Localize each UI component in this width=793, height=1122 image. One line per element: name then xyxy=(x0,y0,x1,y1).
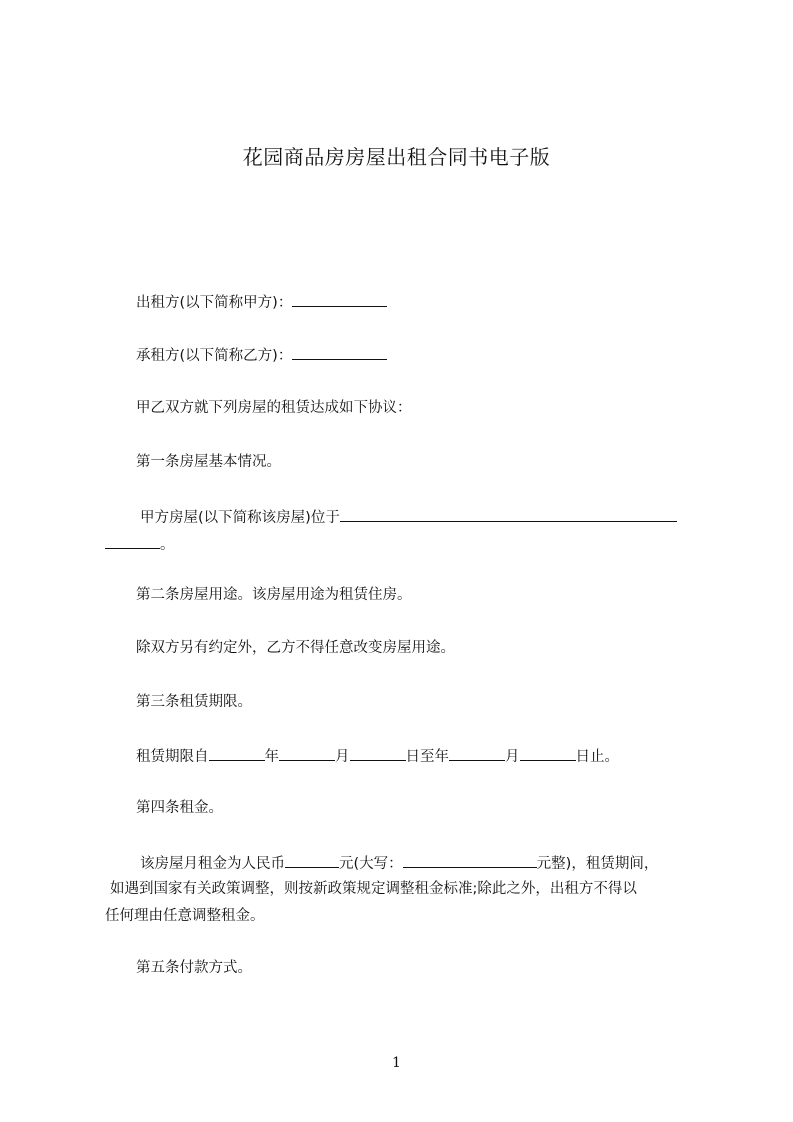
article1-location-line xyxy=(140,506,677,528)
document-title: 花园商品房房屋出租合同书电子版 xyxy=(242,145,551,169)
house-location-blank[interactable] xyxy=(340,506,677,522)
article1-location-line2 xyxy=(105,533,175,555)
rent-amount-blank[interactable] xyxy=(285,852,339,868)
lessee-label: 承租方(以下简称乙方)： xyxy=(136,348,293,364)
term-end-label: 日止。 xyxy=(575,749,619,765)
page-number: 1 xyxy=(392,1055,401,1071)
term-month-label: 月 xyxy=(335,749,350,765)
lessor-label: 出租方(以下简称甲方)： xyxy=(136,295,293,311)
lessor-line xyxy=(136,291,387,313)
article3-heading: 第三条租赁期限。 xyxy=(136,694,252,710)
lessee-blank[interactable] xyxy=(292,344,387,360)
agreement-intro: 甲乙双方就下列房屋的租赁达成如下协议： xyxy=(136,400,412,416)
term-month2-label: 月 xyxy=(505,749,520,765)
lessee-line xyxy=(136,344,387,366)
end-year-blank[interactable] xyxy=(449,745,505,761)
rent-line2: 如遇到国家有关政策调整，则按新政策规定调整租金标准;除此之外，出租方不得以 xyxy=(110,881,637,897)
rent-amount-uppercase-blank[interactable] xyxy=(403,852,537,868)
end-day-blank[interactable] xyxy=(520,745,576,761)
rent-line3: 任何理由任意调整租金。 xyxy=(105,908,265,924)
start-day-blank[interactable] xyxy=(350,745,406,761)
start-month-blank[interactable] xyxy=(279,745,335,761)
article1-location-prefix: 甲方房屋(以下简称该房屋)位于 xyxy=(140,510,340,526)
article4-heading: 第四条租金。 xyxy=(136,800,223,816)
start-year-blank[interactable] xyxy=(209,745,265,761)
article1-end: 。 xyxy=(160,537,175,553)
rent-yuan-label: 元(大写： xyxy=(339,856,403,872)
rent-line1 xyxy=(140,852,658,874)
rent-yuan-full-label: 元整)，租赁期间， xyxy=(536,856,659,872)
term-prefix: 租赁期限自 xyxy=(136,749,209,765)
article1-heading: 第一条房屋基本情况。 xyxy=(136,454,281,470)
lease-term-line xyxy=(136,745,619,767)
house-location-blank-cont[interactable] xyxy=(105,533,160,549)
article2-text: 除双方另有约定外，乙方不得任意改变房屋用途。 xyxy=(136,640,455,656)
article5-heading: 第五条付款方式。 xyxy=(136,960,252,976)
term-day-to-year-label: 日至年 xyxy=(405,749,449,765)
term-year-label: 年 xyxy=(264,749,279,765)
lessor-blank[interactable] xyxy=(292,291,387,307)
article2-heading: 第二条房屋用途。该房屋用途为租赁住房。 xyxy=(136,587,412,603)
rent-prefix: 该房屋月租金为人民币 xyxy=(140,856,285,872)
